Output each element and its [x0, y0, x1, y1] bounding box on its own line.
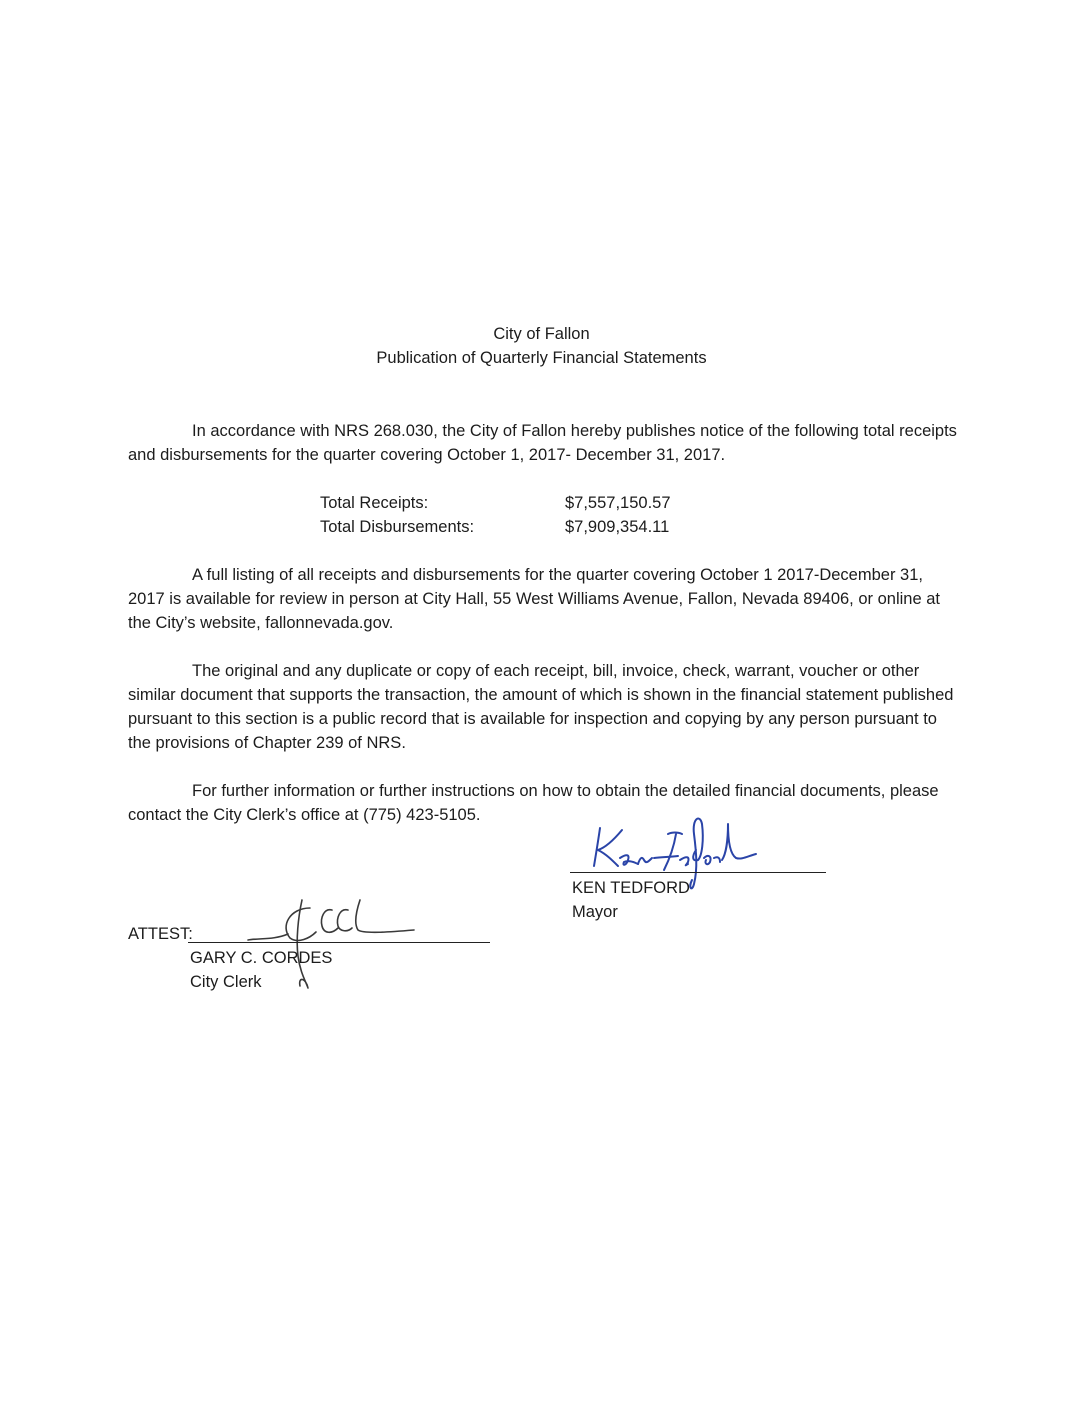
- attest-label: ATTEST:: [128, 925, 193, 943]
- totals-table: [320, 491, 725, 539]
- listing-paragraph: [128, 563, 958, 635]
- document-title: Publication of Quarterly Financial Statements: [376, 349, 707, 367]
- intro-paragraph: [128, 419, 958, 467]
- document-header: [0, 322, 1077, 370]
- contact-paragraph: [128, 779, 958, 827]
- total-disbursements-label: Total Disbursements:: [320, 518, 475, 536]
- clerk-block: [190, 946, 332, 994]
- total-receipts-value: $7,557,150.57: [565, 494, 671, 512]
- organization-name: City of Fallon: [493, 325, 590, 343]
- total-disbursements-value: $7,909,354.11: [565, 518, 670, 536]
- mayor-title: Mayor: [572, 903, 618, 921]
- total-receipts-label: Total Receipts:: [320, 494, 429, 512]
- mayor-signature-line: [570, 872, 826, 873]
- totals-row-receipts: [320, 491, 725, 515]
- attest-signature-line: [188, 942, 490, 943]
- public-record-paragraph: [128, 659, 958, 755]
- clerk-name: GARY C. CORDES: [190, 949, 333, 967]
- intro-paragraph-text: In accordance with NRS 268.030, the City of Fallon hereby publishes notice of the following total receipts and disbursements for the quarter covering October 1, 2017- December 31, 2017.: [128, 422, 957, 464]
- mayor-block: [572, 876, 690, 924]
- listing-paragraph-text: A full listing of all receipts and disbursements for the quarter covering October 1 2017-December 31, 2017 is available for review in person at City Hall, 55 West Williams Avenue, Fallon, Nevada 89406, or online at the City’s website, fallonnevada.gov.: [128, 566, 940, 632]
- public-record-paragraph-text: The original and any duplicate or copy of each receipt, bill, invoice, check, warrant, voucher or other similar document that supports the transaction, the amount of which is shown in the financial statement published pursuant to this section is a public record that is available for inspection and copying by any person pursuant to the provisions of Chapter 239 of NRS.: [128, 662, 954, 752]
- totals-row-disbursements: [320, 515, 725, 539]
- clerk-title: City Clerk: [190, 973, 262, 991]
- mayor-name: KEN TEDFORD: [572, 879, 690, 897]
- contact-paragraph-text: For further information or further instructions on how to obtain the detailed financial documents, please contact the City Clerk’s office at (775) 423-5105.: [128, 782, 939, 824]
